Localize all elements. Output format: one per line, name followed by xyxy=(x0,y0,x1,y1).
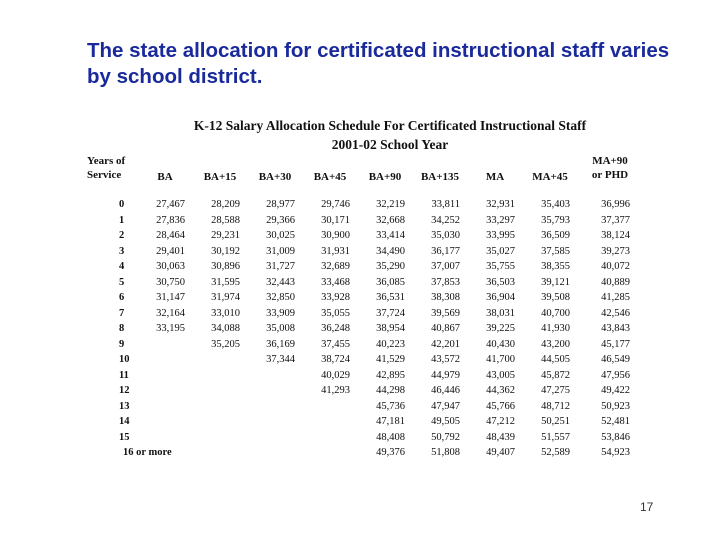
salary-cell: 33,010 xyxy=(211,307,240,319)
column-header xyxy=(582,154,638,182)
years-header-line1: Years of xyxy=(87,155,126,167)
years-of-service-cell: 7 xyxy=(119,307,125,319)
salary-cell: 35,055 xyxy=(321,307,350,319)
salary-cell: 51,808 xyxy=(431,447,460,458)
table-row xyxy=(87,385,647,397)
salary-cell: 42,546 xyxy=(601,307,630,319)
table-row xyxy=(87,277,647,289)
salary-cell: 33,297 xyxy=(486,214,515,226)
salary-cell: 31,974 xyxy=(211,292,240,303)
salary-cell: 33,995 xyxy=(486,230,515,241)
salary-cell: 29,366 xyxy=(266,214,295,226)
salary-cell: 32,164 xyxy=(156,307,185,319)
salary-cell: 43,200 xyxy=(541,338,570,350)
years-header-line2: Service xyxy=(87,169,122,181)
salary-cell: 27,836 xyxy=(156,214,185,226)
salary-cell: 49,422 xyxy=(601,385,630,396)
salary-cell: 30,192 xyxy=(211,245,240,257)
column-header xyxy=(522,170,578,184)
salary-cell: 40,430 xyxy=(486,338,515,350)
years-of-service-cell: 4 xyxy=(119,261,125,272)
table-row xyxy=(87,323,647,335)
column-header-line: BA+90 xyxy=(368,171,402,183)
salary-cell: 28,977 xyxy=(266,199,295,210)
salary-cell: 31,727 xyxy=(266,261,295,272)
salary-cell: 47,181 xyxy=(376,416,405,427)
column-header xyxy=(357,170,413,184)
salary-cell: 50,251 xyxy=(541,416,570,427)
salary-cell: 40,889 xyxy=(601,276,630,288)
salary-cell: 41,700 xyxy=(486,354,515,365)
salary-cell: 38,355 xyxy=(541,261,570,272)
salary-cell: 48,439 xyxy=(486,431,515,443)
salary-cell: 48,408 xyxy=(376,431,405,443)
salary-cell: 42,201 xyxy=(431,338,460,350)
salary-cell: 33,811 xyxy=(431,199,460,210)
salary-cell: 45,766 xyxy=(486,400,515,412)
salary-cell: 45,872 xyxy=(541,369,570,381)
salary-cell: 43,005 xyxy=(486,369,515,381)
salary-cell: 43,843 xyxy=(601,323,630,334)
years-of-service-cell: 5 xyxy=(119,276,125,288)
salary-cell: 30,750 xyxy=(156,276,185,288)
table-row xyxy=(87,261,647,273)
salary-cell: 36,169 xyxy=(266,338,295,350)
table-row xyxy=(87,432,647,444)
salary-cell: 32,219 xyxy=(376,199,405,210)
salary-cell: 49,376 xyxy=(376,447,405,458)
salary-cell: 36,085 xyxy=(376,276,405,288)
salary-cell: 31,595 xyxy=(211,276,240,288)
column-header xyxy=(467,170,523,184)
salary-cell: 52,589 xyxy=(541,447,570,458)
salary-cell: 37,377 xyxy=(601,214,630,226)
salary-cell: 47,956 xyxy=(601,369,630,381)
salary-cell: 47,212 xyxy=(486,416,515,427)
salary-cell: 54,923 xyxy=(601,447,630,458)
salary-cell: 30,025 xyxy=(266,230,295,241)
salary-cell: 40,223 xyxy=(376,338,405,350)
salary-cell: 32,850 xyxy=(266,292,295,303)
salary-cell: 36,248 xyxy=(321,323,350,334)
salary-cell: 44,979 xyxy=(431,369,460,381)
years-of-service-cell: 11 xyxy=(119,369,129,381)
salary-cell: 37,724 xyxy=(376,307,405,319)
years-of-service-cell: 8 xyxy=(119,323,125,334)
salary-cell: 34,490 xyxy=(376,245,405,257)
salary-cell: 33,195 xyxy=(156,323,185,334)
salary-cell: 35,027 xyxy=(486,245,515,257)
years-of-service-cell: 13 xyxy=(119,400,130,412)
table-row xyxy=(87,339,647,351)
years-of-service-cell: 0 xyxy=(119,199,125,210)
salary-cell: 36,177 xyxy=(431,245,460,257)
salary-cell: 46,549 xyxy=(601,354,630,365)
salary-cell: 30,896 xyxy=(211,261,240,272)
column-header xyxy=(412,170,468,184)
slide-title: The state allocation for certificated instructional staff varies by school district. xyxy=(87,39,670,88)
years-of-service-cell: 15 xyxy=(119,431,130,443)
salary-cell: 31,931 xyxy=(321,245,350,257)
salary-cell: 31,009 xyxy=(266,245,295,257)
salary-cell: 40,029 xyxy=(321,369,350,381)
salary-cell: 29,401 xyxy=(156,245,185,257)
table-row xyxy=(87,199,647,211)
salary-cell: 29,231 xyxy=(211,230,240,241)
salary-cell: 39,569 xyxy=(431,307,460,319)
page-number: 17 xyxy=(640,500,654,514)
table-caption-line2: 2001-02 School Year xyxy=(331,137,449,152)
years-of-service-cell: 14 xyxy=(119,416,130,427)
table-row xyxy=(87,230,647,242)
salary-cell: 37,455 xyxy=(321,338,350,350)
salary-cell: 35,030 xyxy=(431,230,460,241)
salary-cell: 33,414 xyxy=(376,230,405,241)
salary-cell: 38,031 xyxy=(486,307,515,319)
years-of-service-cell: 1 xyxy=(119,214,125,226)
salary-cell: 53,846 xyxy=(601,431,630,443)
salary-cell: 42,895 xyxy=(376,369,405,381)
column-header-line: MA+45 xyxy=(532,171,568,183)
table-row xyxy=(87,215,647,227)
table-row xyxy=(87,447,647,459)
salary-cell: 36,509 xyxy=(541,230,570,241)
column-header-line: BA xyxy=(157,171,173,183)
salary-cell: 47,947 xyxy=(431,400,460,412)
salary-cell: 44,505 xyxy=(541,354,570,365)
salary-cell: 32,443 xyxy=(266,276,295,288)
salary-cell: 45,177 xyxy=(601,338,630,350)
salary-cell: 46,446 xyxy=(431,385,460,396)
column-header xyxy=(302,170,358,184)
column-header-line: BA+15 xyxy=(203,171,237,183)
table-row xyxy=(87,308,647,320)
salary-cell: 29,746 xyxy=(321,199,350,210)
salary-cell: 30,900 xyxy=(321,230,350,241)
salary-cell: 50,923 xyxy=(601,400,630,412)
table-row xyxy=(87,246,647,258)
salary-cell: 51,557 xyxy=(541,431,570,443)
salary-cell: 49,505 xyxy=(431,416,460,427)
salary-cell: 33,928 xyxy=(321,292,350,303)
salary-cell: 35,205 xyxy=(211,338,240,350)
salary-cell: 38,308 xyxy=(431,292,460,303)
column-header-line: MA xyxy=(485,171,505,183)
salary-cell: 40,072 xyxy=(601,261,630,272)
salary-cell: 37,585 xyxy=(541,245,570,257)
salary-cell: 50,792 xyxy=(431,431,460,443)
salary-cell: 37,344 xyxy=(266,354,295,365)
salary-cell: 34,088 xyxy=(211,323,240,334)
salary-cell: 41,529 xyxy=(376,354,405,365)
column-header xyxy=(137,170,193,184)
salary-cell: 30,171 xyxy=(321,214,350,226)
salary-cell: 39,508 xyxy=(541,292,570,303)
salary-cell: 39,121 xyxy=(541,276,570,288)
salary-cell: 36,531 xyxy=(376,292,405,303)
column-header xyxy=(247,170,303,184)
salary-cell: 28,588 xyxy=(211,214,240,226)
years-of-service-cell: 16 or more xyxy=(123,447,172,458)
salary-cell: 52,481 xyxy=(601,416,630,427)
table-caption-line1: K-12 Salary Allocation Schedule For Certificated Instructional Staff xyxy=(193,118,587,133)
salary-cell: 38,124 xyxy=(601,230,630,241)
salary-cell: 39,273 xyxy=(601,245,630,257)
years-of-service-cell: 12 xyxy=(119,385,130,396)
salary-cell: 30,063 xyxy=(156,261,185,272)
salary-cell: 40,700 xyxy=(541,307,570,319)
salary-cell: 38,954 xyxy=(376,323,405,334)
salary-cell: 35,008 xyxy=(266,323,295,334)
years-of-service-cell: 9 xyxy=(119,338,125,350)
salary-cell: 47,275 xyxy=(541,385,570,396)
column-header xyxy=(192,170,248,184)
column-header-line: or PHD xyxy=(591,169,629,181)
salary-cell: 37,853 xyxy=(431,276,460,288)
years-of-service-cell: 10 xyxy=(119,354,130,365)
salary-cell: 28,209 xyxy=(211,199,240,210)
salary-cell: 43,572 xyxy=(431,354,460,365)
salary-cell: 41,930 xyxy=(541,323,570,334)
column-header-line: BA+135 xyxy=(420,171,460,183)
salary-cell: 37,007 xyxy=(431,261,460,272)
years-of-service-cell: 6 xyxy=(119,292,125,303)
salary-cell: 49,407 xyxy=(486,447,515,458)
salary-cell: 36,996 xyxy=(601,199,630,210)
table-row xyxy=(87,354,647,366)
salary-cell: 39,225 xyxy=(486,323,515,334)
salary-cell: 36,503 xyxy=(486,276,515,288)
salary-cell: 32,689 xyxy=(321,261,350,272)
table-row xyxy=(87,416,647,428)
salary-cell: 44,298 xyxy=(376,385,405,396)
salary-cell: 44,362 xyxy=(486,385,515,396)
salary-cell: 35,755 xyxy=(486,261,515,272)
salary-cell: 28,464 xyxy=(156,230,185,241)
salary-cell: 36,904 xyxy=(486,292,515,303)
column-header-line: BA+30 xyxy=(258,171,292,183)
salary-cell: 35,290 xyxy=(376,261,405,272)
salary-cell: 32,668 xyxy=(376,214,405,226)
salary-cell: 27,467 xyxy=(156,199,185,210)
salary-cell: 48,712 xyxy=(541,400,570,412)
salary-cell: 41,285 xyxy=(601,292,630,303)
salary-cell: 40,867 xyxy=(431,323,460,334)
salary-cell: 41,293 xyxy=(321,385,350,396)
table-caption xyxy=(120,116,660,154)
column-header-line: BA+45 xyxy=(313,171,347,183)
salary-cell: 31,147 xyxy=(156,292,185,303)
salary-cell: 45,736 xyxy=(376,400,405,412)
table-row xyxy=(87,370,647,382)
salary-cell: 35,793 xyxy=(541,214,570,226)
salary-cell: 35,403 xyxy=(541,199,570,210)
years-of-service-cell: 2 xyxy=(119,230,125,241)
salary-cell: 38,724 xyxy=(321,354,350,365)
salary-cell: 34,252 xyxy=(431,214,460,226)
column-header-line: MA+90 xyxy=(592,155,628,167)
years-of-service-cell: 3 xyxy=(119,245,125,257)
salary-cell: 32,931 xyxy=(486,199,515,210)
table-row xyxy=(87,401,647,413)
salary-cell: 33,909 xyxy=(266,307,295,319)
salary-cell: 33,468 xyxy=(321,276,350,288)
table-row xyxy=(87,292,647,304)
